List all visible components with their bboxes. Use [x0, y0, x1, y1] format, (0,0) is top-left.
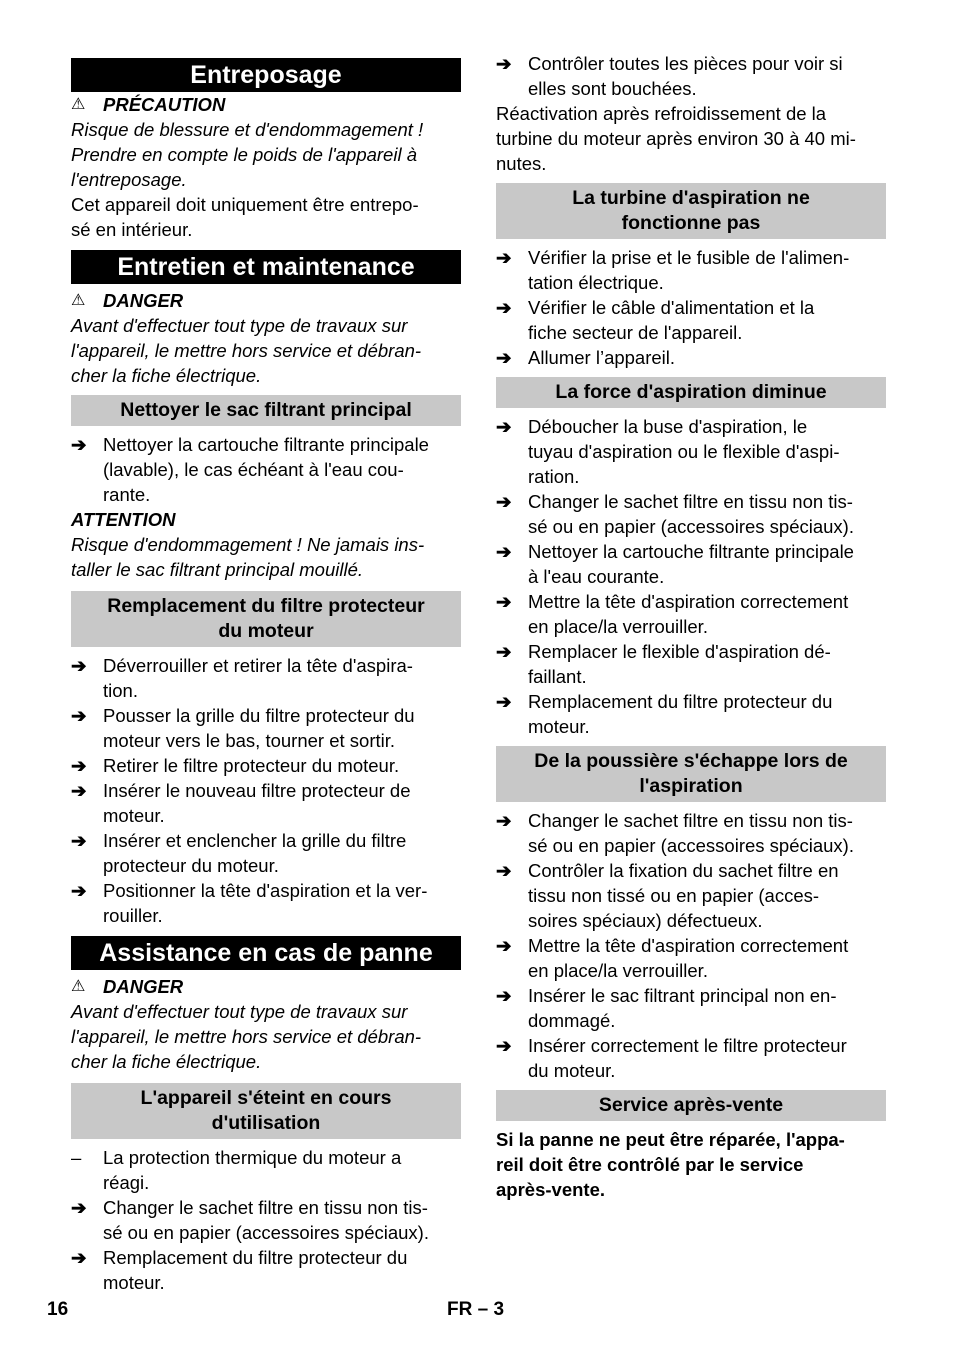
danger-title: ⚠ DANGER [71, 290, 184, 311]
arrow-icon: ➔ [71, 880, 87, 901]
list-item: ➔ Insérer le nouveau filtre protecteur de moteur. [71, 780, 411, 826]
arrow-icon: ➔ [71, 1197, 87, 1218]
list-item: ➔ Vérifier la prise et le fusible de l'alimen- tation électrique. [496, 247, 850, 293]
arrow-icon: ➔ [496, 1035, 512, 1056]
attention-title: ATTENTION [71, 509, 176, 530]
arrow-icon: ➔ [496, 591, 512, 612]
heading-eteint: L'appareil s'éteint en cours d'utilisation [71, 1083, 461, 1139]
arrow-icon: ➔ [71, 655, 87, 676]
arrow-icon: ➔ [496, 247, 512, 268]
arrow-icon: ➔ [71, 705, 87, 726]
list-item: ➔ Déverrouiller et retirer la tête d'aspira- tion. [71, 655, 413, 701]
arrow-icon: ➔ [496, 491, 512, 512]
list-item: ➔ Pousser la grille du filtre protecteur du moteur vers le bas, tourner et sortir. [71, 705, 415, 751]
arrow-icon: ➔ [71, 780, 87, 801]
arrow-icon: ➔ [496, 416, 512, 437]
warning-triangle-icon: ⚠ [71, 292, 86, 309]
arrow-icon: ➔ [496, 985, 512, 1006]
arrow-icon: ➔ [496, 541, 512, 562]
arrow-icon: ➔ [496, 810, 512, 831]
reactivation-text: Réactivation après refroidissement de la turbine du moteur après environ 30 à 40 mi- nutes. [496, 103, 856, 174]
list-item: – La protection thermique du moteur a réagi. [71, 1147, 402, 1193]
caution-text: Risque de blessure et d'endommagement ! Prendre en compte le poids de l'appareil à l'entreposage. [71, 119, 424, 190]
list-item: ➔ Changer le sachet filtre en tissu non tis- sé ou en papier (accessoires spéciaux). [496, 810, 854, 856]
list-item: ➔ Retirer le filtre protecteur du moteur. [71, 755, 400, 776]
list-item: ➔ Contrôler la fixation du sachet filtre en tissu non tissé ou en papier (acces- soires spéciaux) défectueux. [496, 860, 839, 931]
list-item: ➔ Mettre la tête d'aspiration correctement en place/la verrouiller. [496, 935, 849, 981]
arrow-icon: ➔ [71, 1247, 87, 1268]
list-item: ➔ Allumer l’appareil. [496, 347, 676, 368]
language-page-label: FR – 3 [447, 1299, 505, 1320]
list-item: ➔ Contrôler toutes les pièces pour voir si elles sont bouchées. [496, 53, 843, 99]
dash-marker: – [71, 1147, 82, 1168]
heading-turbine: La turbine d'aspiration ne fonctionne pas [496, 183, 886, 239]
list-item: ➔ Insérer le sac filtrant principal non en- dommagé. [496, 985, 837, 1031]
list-item: ➔ Nettoyer la cartouche filtrante principale à l'eau courante. [496, 541, 854, 587]
arrow-icon: ➔ [496, 347, 512, 368]
heading-force: La force d'aspiration diminue [496, 377, 886, 408]
list-item: ➔ Positionner la tête d'aspiration et la ver- rouiller. [71, 880, 428, 926]
storage-text: Cet appareil doit uniquement être entrepo- sé en intérieur. [71, 194, 419, 240]
danger-text: Avant d'effectuer tout type de travaux sur l'appareil, le mettre hors service et débran- cher la fiche électrique. [71, 1001, 422, 1072]
service-text: Si la panne ne peut être réparée, l'appa- reil doit être contrôlé par le service après-vente. [496, 1129, 845, 1200]
heading-poussiere: De la poussière s'échappe lors de l'aspiration [496, 746, 886, 802]
arrow-icon: ➔ [496, 935, 512, 956]
list-item: ➔ Remplacement du filtre protecteur du moteur. [71, 1247, 408, 1293]
list-item: ➔ Insérer correctement le filtre protecteur du moteur. [496, 1035, 847, 1081]
page-number: 16 [47, 1299, 69, 1320]
danger-text: Avant d'effectuer tout type de travaux sur l'appareil, le mettre hors service et débran- cher la fiche électrique. [71, 315, 422, 386]
heading-entretien: Entretien et maintenance [71, 250, 461, 284]
list-item: ➔ Insérer et enclencher la grille du filtre protecteur du moteur. [71, 830, 407, 876]
warning-triangle-icon: ⚠ [71, 96, 86, 113]
arrow-icon: ➔ [71, 755, 87, 776]
heading-nettoyer: Nettoyer le sac filtrant principal [71, 395, 461, 426]
list-item: ➔ Changer le sachet filtre en tissu non tis- sé ou en papier (accessoires spéciaux). [496, 491, 854, 537]
list-item: ➔ Nettoyer la cartouche filtrante principale (lavable), le cas échéant à l'eau cou- rante. [71, 434, 429, 505]
attention-text: Risque d'endommagement ! Ne jamais ins- taller le sac filtrant principal mouillé. [71, 534, 425, 580]
arrow-icon: ➔ [496, 691, 512, 712]
arrow-icon: ➔ [496, 641, 512, 662]
list-item: ➔ Vérifier le câble d'alimentation et la fiche secteur de l'appareil. [496, 297, 815, 343]
arrow-icon: ➔ [496, 53, 512, 74]
list-item: ➔ Mettre la tête d'aspiration correctement en place/la verrouiller. [496, 591, 849, 637]
heading-entreposage: Entreposage [71, 58, 461, 92]
left-column [71, 50, 461, 1295]
list-item: ➔ Changer le sachet filtre en tissu non tis- sé ou en papier (accessoires spéciaux). [71, 1197, 429, 1243]
heading-remplacement: Remplacement du filtre protecteur du moteur [71, 591, 461, 647]
danger-title: ⚠ DANGER [71, 976, 184, 997]
caution-title: ⚠ PRÉCAUTION [71, 94, 226, 115]
right-column [496, 51, 886, 1202]
arrow-icon: ➔ [496, 297, 512, 318]
arrow-icon: ➔ [71, 830, 87, 851]
warning-triangle-icon: ⚠ [71, 978, 86, 995]
heading-service: Service après-vente [496, 1090, 886, 1121]
list-item: ➔ Déboucher la buse d'aspiration, le tuyau d'aspiration ou le flexible d'aspi- ration. [496, 416, 840, 487]
arrow-icon: ➔ [71, 434, 87, 455]
list-item: ➔ Remplacement du filtre protecteur du moteur. [496, 691, 833, 737]
arrow-icon: ➔ [496, 860, 512, 881]
heading-assistance: Assistance en cas de panne [71, 936, 461, 970]
list-item: ➔ Remplacer le flexible d'aspiration dé- faillant. [496, 641, 831, 687]
